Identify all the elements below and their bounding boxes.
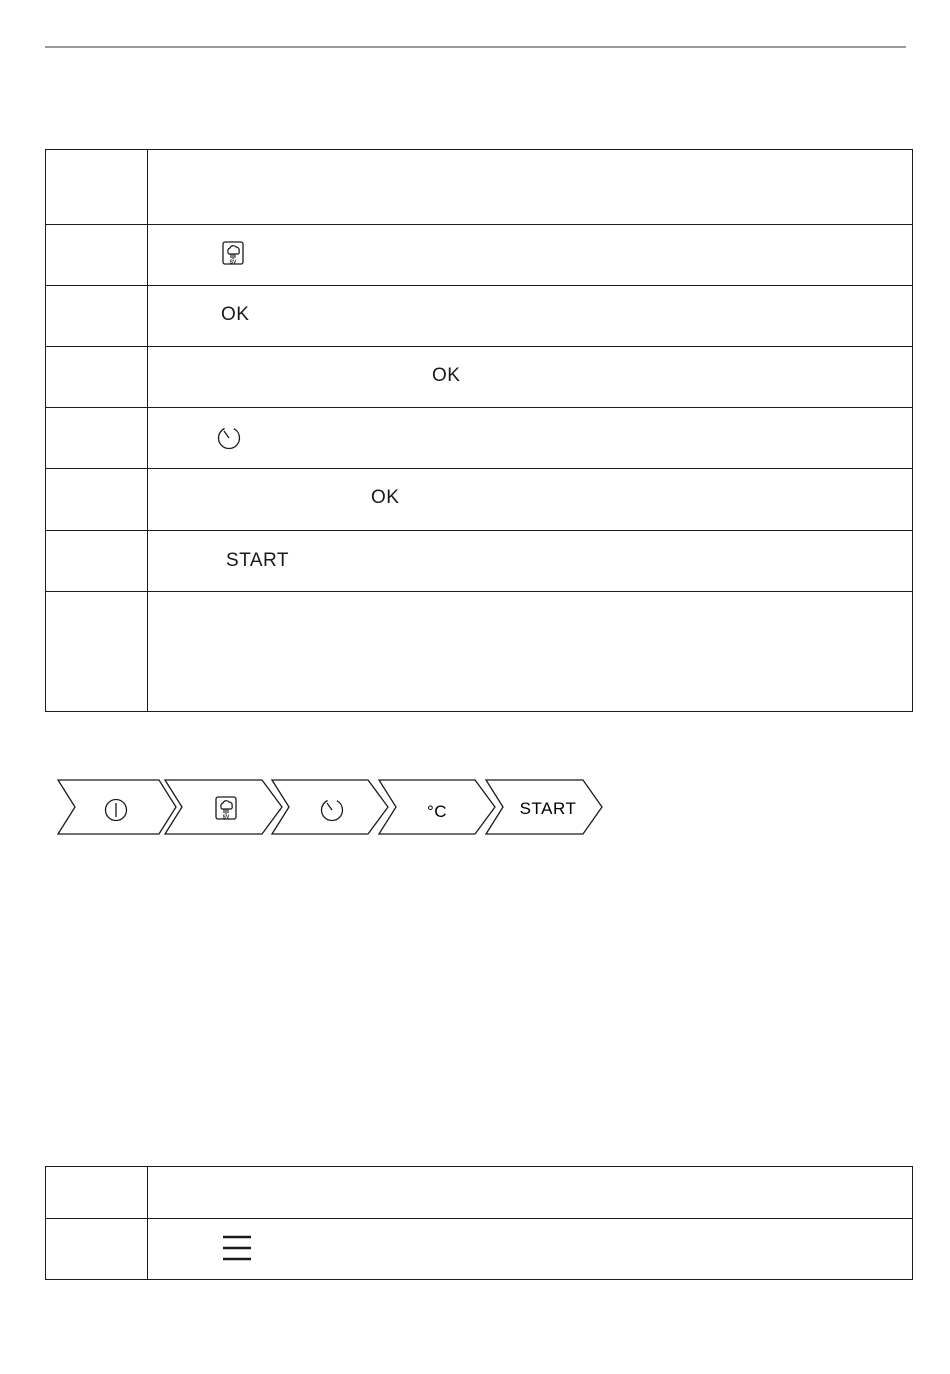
steam-sous-vide-icon <box>221 241 247 267</box>
start-label: START <box>519 799 577 818</box>
steps-table <box>45 149 913 712</box>
step-text <box>148 347 913 408</box>
table-row <box>46 1167 913 1219</box>
timer-icon <box>216 424 242 450</box>
sequence-step-steam <box>165 780 282 834</box>
step-number <box>46 1167 148 1219</box>
button-sequence <box>0 779 620 839</box>
menu-steps-table <box>45 1166 913 1280</box>
ok-key-label: OK <box>371 487 400 508</box>
step-text <box>148 286 913 347</box>
ok-key-label: OK <box>432 365 461 386</box>
start-key-label: START <box>226 550 290 571</box>
step-number <box>46 347 148 408</box>
menu-icon <box>222 1234 252 1262</box>
temperature-label: °C <box>426 802 448 821</box>
table-row <box>46 150 913 225</box>
step-number <box>46 225 148 286</box>
step-text <box>148 150 913 225</box>
header-rule <box>45 46 906 48</box>
table-row <box>46 592 913 712</box>
svg-text:SV: SV <box>222 814 230 821</box>
step-text <box>148 469 913 531</box>
table-row <box>46 531 913 592</box>
sequence-step-power <box>58 780 176 834</box>
step-number <box>46 408 148 469</box>
svg-text:SV: SV <box>229 259 237 266</box>
table-row <box>46 1219 913 1280</box>
step-text <box>148 408 913 469</box>
step-text <box>148 225 913 286</box>
ok-key-label: OK <box>221 304 250 325</box>
timer-icon <box>322 800 343 821</box>
step-number <box>46 531 148 592</box>
table-row <box>46 286 913 347</box>
step-text <box>148 1219 913 1280</box>
power-icon <box>106 800 127 821</box>
step-number <box>46 592 148 712</box>
steam-sous-vide-icon <box>216 797 236 821</box>
table-row <box>46 408 913 469</box>
step-number <box>46 150 148 225</box>
table-row <box>46 469 913 531</box>
table-row <box>46 225 913 286</box>
step-number <box>46 469 148 531</box>
step-text <box>148 592 913 712</box>
step-number <box>46 1219 148 1280</box>
step-text <box>148 531 913 592</box>
table-row <box>46 347 913 408</box>
step-number <box>46 286 148 347</box>
step-text <box>148 1167 913 1219</box>
